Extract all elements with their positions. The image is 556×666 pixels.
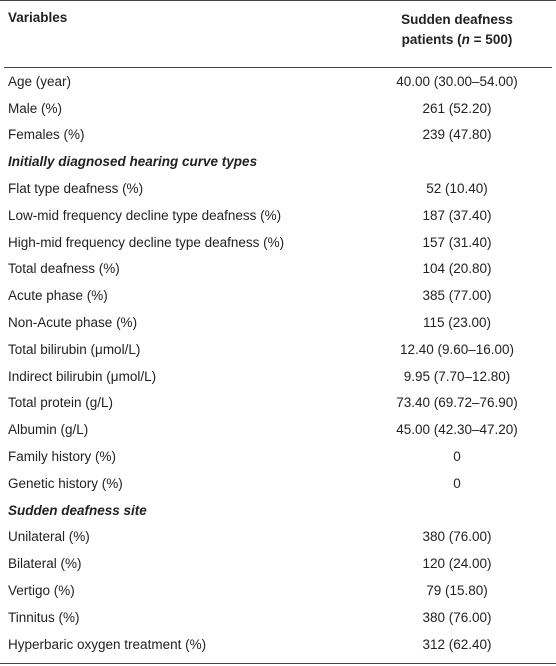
variable-label: Albumin (g/L) (8, 422, 89, 438)
variable-value: 380 (76.00) (422, 609, 492, 625)
table-row (4, 202, 552, 229)
table-row (4, 443, 552, 470)
variable-label: Indirect bilirubin (μmol/L) (8, 368, 157, 384)
variable-label: Low-mid frequency decline type deafness (%) (8, 207, 282, 223)
table-row (4, 336, 552, 363)
variable-value: 187 (37.40) (422, 207, 492, 223)
header-patients-line1: Sudden deafness (401, 12, 513, 27)
variable-label: Acute phase (%) (8, 288, 108, 304)
variable-value: 104 (20.80) (422, 261, 492, 277)
variable-label: Total protein (g/L) (8, 395, 114, 411)
variable-value: 380 (76.00) (422, 529, 492, 545)
variable-label: Tinnitus (%) (8, 609, 80, 625)
variable-label: Hyperbaric oxygen treatment (%) (8, 636, 207, 652)
header-variables: Variables (8, 10, 68, 25)
variable-value: 312 (62.40) (422, 636, 492, 652)
variable-label: Flat type deafness (%) (8, 181, 144, 197)
variable-value: 73.40 (69.72–76.90) (396, 395, 518, 411)
variable-value: 115 (23.00) (422, 315, 492, 331)
table-row (4, 282, 552, 309)
variable-value: 157 (31.40) (422, 234, 492, 250)
variable-value: 239 (47.80) (422, 127, 492, 143)
variable-label: Genetic history (%) (8, 475, 123, 491)
table-row (4, 309, 552, 336)
table-row (4, 524, 552, 551)
table-row (4, 631, 552, 658)
variable-value: 0 (453, 449, 461, 465)
table-bottom-rule (0, 663, 556, 664)
section-label: Sudden deafness site (8, 502, 147, 518)
variable-value: 45.00 (42.30–47.20) (396, 422, 518, 438)
table-row (4, 95, 552, 122)
section-header-row (4, 148, 552, 175)
section-header-row (4, 497, 552, 524)
variable-label: High-mid frequency decline type deafness (%) (8, 234, 285, 250)
section-label: Initially diagnosed hearing curve types (8, 154, 258, 170)
variable-label: Bilateral (%) (8, 556, 82, 572)
table-row (4, 229, 552, 256)
variable-value: 120 (24.00) (422, 556, 492, 572)
variable-value: 12.40 (9.60–16.00) (399, 341, 515, 357)
variable-label: Age (year) (8, 73, 72, 89)
variable-value: 52 (10.40) (426, 181, 488, 197)
table-row (4, 577, 552, 604)
table-top-rule (0, 0, 556, 1)
header-patients-suffix: = 500) (469, 32, 513, 47)
table-body (4, 68, 552, 658)
table-row (4, 68, 552, 95)
variable-label: Male (%) (8, 100, 63, 116)
variable-label: Total bilirubin (μmol/L) (8, 341, 141, 357)
table-row (4, 604, 552, 631)
variable-label: Vertigo (%) (8, 583, 75, 599)
variable-label: Non-Acute phase (%) (8, 315, 138, 331)
variable-label: Unilateral (%) (8, 529, 90, 545)
header-patients-n: n (461, 32, 470, 47)
variable-value: 385 (77.00) (422, 288, 492, 304)
table-row (4, 390, 552, 417)
variable-label: Females (%) (8, 127, 85, 143)
variable-label: Family history (%) (8, 449, 117, 465)
table-row (4, 470, 552, 497)
table-header-row (4, 0, 552, 68)
variable-value: 9.95 (7.70–12.80) (403, 368, 511, 384)
table-row (4, 256, 552, 283)
header-patients-prefix: patients ( (401, 32, 462, 47)
variable-value: 40.00 (30.00–54.00) (396, 73, 518, 89)
table-row (4, 175, 552, 202)
variable-value: 261 (52.20) (422, 100, 492, 116)
variable-value: 79 (15.80) (426, 583, 488, 599)
table-row (4, 363, 552, 390)
variable-value: 0 (453, 475, 461, 491)
table-row (4, 416, 552, 443)
variable-label: Total deafness (%) (8, 261, 120, 277)
header-patients (362, 0, 552, 67)
table-row (4, 550, 552, 577)
table-row (4, 122, 552, 149)
header-patients-line2 (362, 30, 552, 50)
